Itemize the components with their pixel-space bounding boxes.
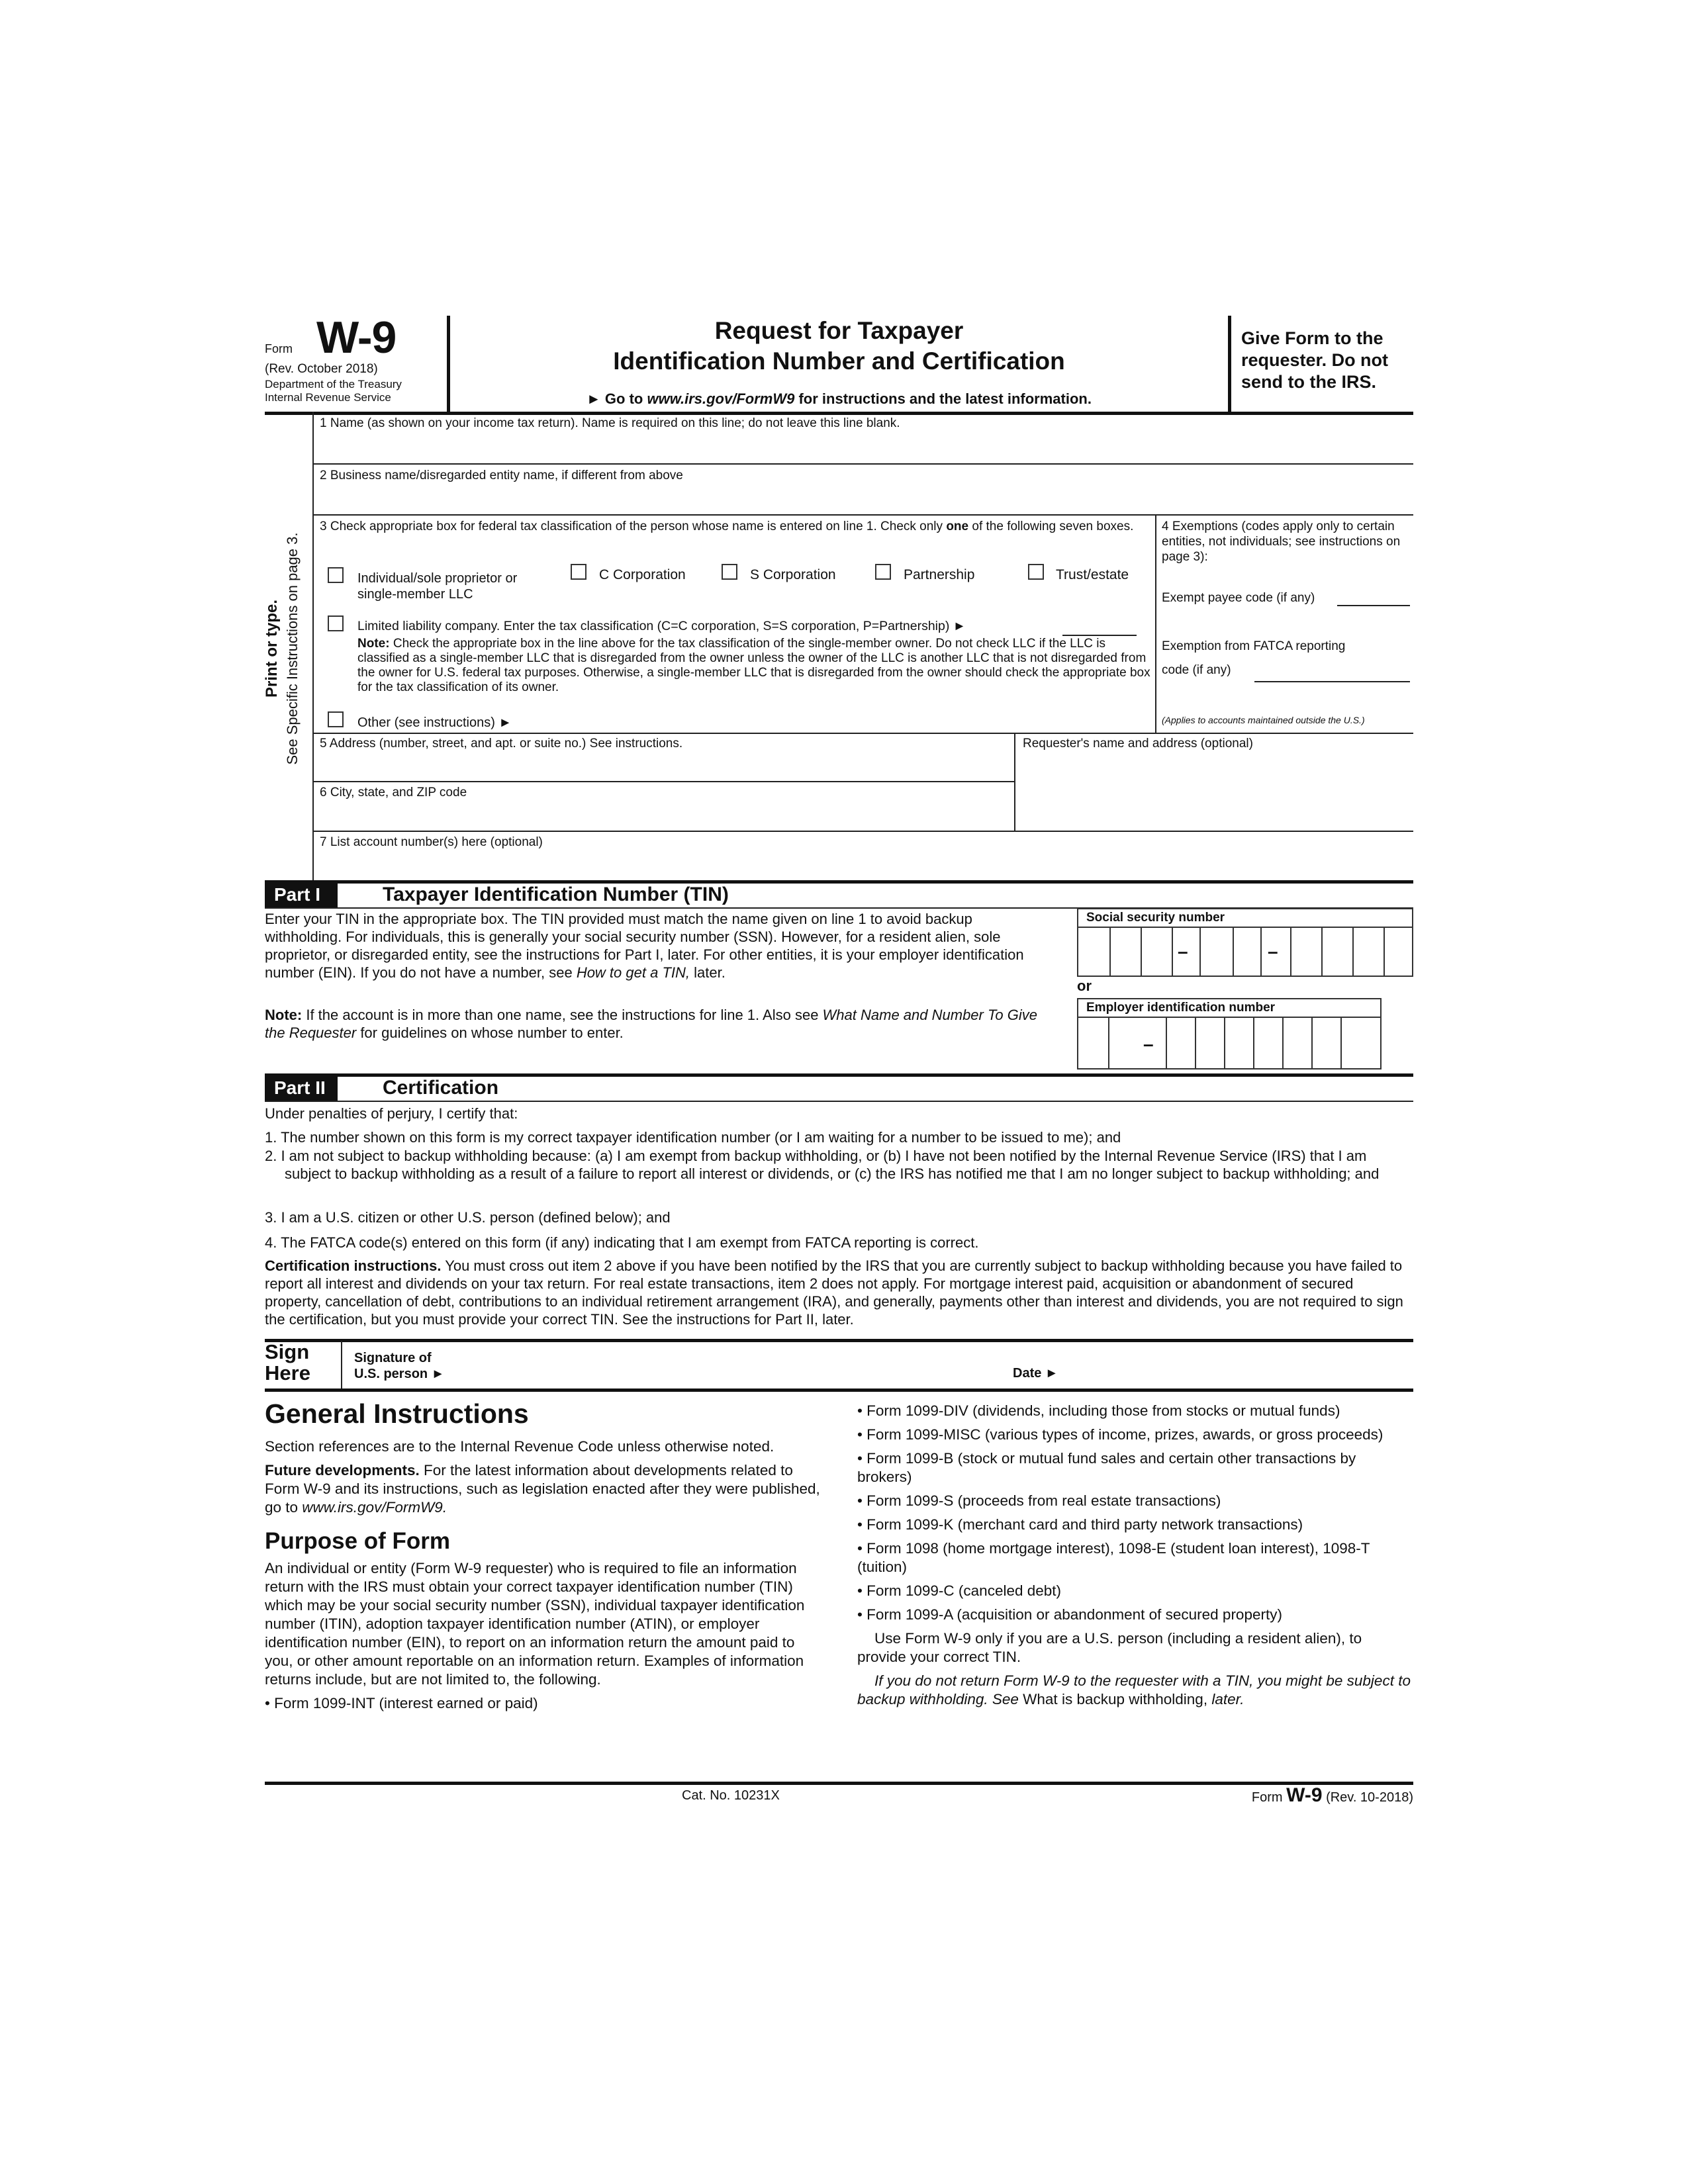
if-not-italic: If you do not return Form W-9 to the requester with a TIN, you might be subject to backup withholding. See <box>857 1672 1411 1707</box>
line4-label: 4 Exemptions (codes apply only to certain entities, not individuals; see instructions on page 3): <box>1162 520 1401 564</box>
ssn-digit-divider <box>1141 928 1142 976</box>
line5-address-input[interactable] <box>314 754 1013 780</box>
fatca-input[interactable] <box>1254 665 1410 682</box>
goto-prefix: ► Go to <box>586 390 647 407</box>
line3-bottom-rule <box>312 733 1413 734</box>
general-instructions-column-right <box>857 1402 1413 1709</box>
ssn-dash-1: – <box>1178 941 1188 962</box>
part1-note <box>265 1006 1053 1042</box>
if-not-end: later. <box>1207 1691 1244 1707</box>
future-developments <box>265 1461 821 1517</box>
goto-suffix: for instructions and the latest information. <box>794 390 1092 407</box>
here-word: Here <box>265 1361 310 1385</box>
ssn-digit-divider <box>1290 928 1291 976</box>
sign-bottom-rule <box>265 1388 1413 1392</box>
title-line2: Identification Number and Certification <box>613 347 1065 375</box>
form-name: W-9 <box>316 312 397 363</box>
line5-rule <box>312 781 1014 782</box>
part1-p1-end: later. <box>690 964 726 981</box>
footer-form-prefix: Form <box>1251 1790 1287 1805</box>
checkbox-llc-label: Limited liability company. Enter the tax classification (C=C corporation, S=S corporation, P=Partnership) ► <box>357 619 966 633</box>
department: Department of the Treasury <box>265 378 402 390</box>
title-line1: Request for Taxpayer <box>714 317 964 344</box>
exempt-payee-label: Exempt payee code (if any) <box>1162 591 1315 605</box>
checkbox-trust-estate[interactable] <box>1028 564 1044 580</box>
bullet-1099-int: • Form 1099-INT (interest earned or paid) <box>265 1695 538 1711</box>
purpose-text: An individual or entity (Form W-9 requester) who is required to file an information return with the IRS must obtain your correct taxpayer identification number (TIN) which may be your social security number (SSN), individual taxpayer identification number (ITIN), adoption taxpayer identification number (ATIN), or employer identification number (EIN), to report on an information return the amount paid to you, or other amount reportable on an information return. Examples of information returns include, but are not limited to, the following. <box>265 1560 805 1688</box>
if-not-plain: What is backup withholding, <box>1018 1691 1208 1707</box>
footer-rev: (Rev. 10-2018) <box>1322 1790 1413 1805</box>
footer-form-name: W-9 <box>1286 1784 1323 1806</box>
line6-label: 6 City, state, and ZIP code <box>320 786 467 799</box>
cert-instructions-label: Certification instructions. <box>265 1257 442 1274</box>
header-bottom-rule <box>265 412 1413 415</box>
line3-text-a: 3 Check appropriate box for federal tax classification of the person whose name is entered on line 1. Check only <box>320 520 947 533</box>
sign-divider <box>341 1341 342 1388</box>
ssn-input[interactable] <box>1077 927 1413 977</box>
bullet-1099-c: • Form 1099-C (canceled debt) <box>857 1582 1062 1599</box>
exempt-payee-input[interactable] <box>1337 589 1410 606</box>
line6-city-input[interactable] <box>314 803 1013 828</box>
ein-digit-divider <box>1253 1018 1254 1068</box>
bullet-1099-k: • Form 1099-K (merchant card and third party network transactions) <box>857 1516 1303 1533</box>
ein-digit-divider <box>1282 1018 1284 1068</box>
print-or-type: Print or type. <box>263 599 281 698</box>
part1-note-label: Note: <box>265 1007 303 1023</box>
date-label: Date ► <box>1013 1366 1058 1381</box>
checkbox-individual[interactable] <box>328 567 344 583</box>
line2-label: 2 Business name/disregarded entity name, if different from above <box>320 469 683 482</box>
ein-digit-divider <box>1224 1018 1225 1068</box>
bullet-1099-s: • Form 1099-S (proceeds from real estate transactions) <box>857 1492 1221 1509</box>
irs-name: Internal Revenue Service <box>265 391 391 404</box>
see-specific: See Specific Instructions on page 3. <box>284 532 301 765</box>
general-instructions-heading: General Instructions <box>265 1398 529 1429</box>
line7-account-input[interactable] <box>314 852 1413 879</box>
part2-title: Certification <box>383 1077 499 1099</box>
part1-note-a: If the account is in more than one name, see the instructions for line 1. Also see <box>302 1007 823 1023</box>
ssn-digit-divider <box>1321 928 1323 976</box>
cert-instructions <box>265 1257 1413 1328</box>
ssn-digit-divider <box>1199 928 1201 976</box>
line2-business-input[interactable] <box>314 486 1413 513</box>
ssn-digit-divider <box>1233 928 1234 976</box>
requester-label: Requester's name and address (optional) <box>1023 737 1253 751</box>
ein-dash: – <box>1143 1034 1154 1054</box>
form-prefix: Form <box>265 342 293 355</box>
checkbox-partnership[interactable] <box>875 564 891 580</box>
other-classification-input[interactable] <box>530 713 1145 731</box>
if-not-returned <box>857 1672 1413 1709</box>
fatca-label-1: Exemption from FATCA reporting <box>1162 639 1346 653</box>
future-text: For the latest information about developments related to Form W-9 and its instructions, such as legislation enacted after they were published, go to <box>265 1462 820 1516</box>
side-instructions <box>261 510 314 788</box>
part2-intro: Under penalties of perjury, I certify that: <box>265 1105 518 1122</box>
checkbox-other-label: Other (see instructions) ► <box>357 715 512 730</box>
ein-digit-divider <box>1108 1018 1109 1068</box>
checkbox-individual-label: Individual/sole proprietor or single-member LLC <box>357 571 518 602</box>
ein-label: Employer identification number <box>1086 1001 1276 1015</box>
form-title <box>450 316 1228 408</box>
cert-item-3: 3. I am a U.S. citizen or other U.S. person (defined below); and <box>265 1209 671 1226</box>
general-instructions-column-left <box>265 1398 821 1713</box>
checkbox-partnership-label: Partnership <box>904 567 975 582</box>
ssn-dash-2: – <box>1268 941 1278 962</box>
bullet-1099-b: • Form 1099-B (stock or mutual fund sales and certain other transactions by brokers) <box>857 1450 1356 1485</box>
part1-title: Taxpayer Identification Number (TIN) <box>383 884 729 905</box>
part2-badge: Part II <box>265 1075 338 1101</box>
line3-one: one <box>946 520 969 533</box>
footer-form-id <box>1231 1784 1413 1807</box>
ssn-digit-divider <box>1383 928 1385 976</box>
part1-p1-italic: How to get a TIN, <box>576 964 690 981</box>
llc-note-label: Note: <box>357 637 390 651</box>
checkbox-trust-estate-label: Trust/estate <box>1056 567 1129 582</box>
goto-line <box>450 390 1228 408</box>
ssn-digit-divider <box>1260 928 1262 976</box>
ein-digit-divider <box>1340 1018 1342 1068</box>
part2-rule <box>265 1101 1413 1102</box>
bullet-1099-misc: • Form 1099-MISC (various types of income, prizes, awards, or gross proceeds) <box>857 1426 1383 1443</box>
checkbox-c-corporation[interactable] <box>571 564 586 580</box>
ssn-label: Social security number <box>1086 911 1225 925</box>
future-url[interactable]: www.irs.gov/FormW9. <box>302 1499 447 1516</box>
line1-name-input[interactable] <box>314 433 1413 463</box>
line4-divider <box>1155 514 1156 733</box>
give-form-note: Give Form to the requester. Do not send to the IRS. <box>1241 328 1389 392</box>
purpose-heading: Purpose of Form <box>265 1528 451 1554</box>
sign-here-label <box>265 1342 310 1384</box>
part1-p1: Enter your TIN in the appropriate box. The TIN provided must match the name given on line 1 to avoid backup withholding. For individuals, this is generally your social security number (SSN). However, for a resident alien, sole proprietor, or disregarded entity, see the instructions for Part I, later. For other entities, it is your employer identification number (EIN). If you do not have a number, see <box>265 911 1024 981</box>
section-references: Section references are to the Internal Revenue Code unless otherwise noted. <box>265 1438 774 1455</box>
requester-input[interactable] <box>1017 754 1413 827</box>
line3-text-b: of the following seven boxes. <box>968 520 1134 533</box>
line6-rule <box>312 831 1413 832</box>
line1-rule <box>312 463 1413 465</box>
ein-digit-divider <box>1166 1018 1167 1068</box>
ssn-digit-divider <box>1172 928 1173 976</box>
cert-item-2: 2. I am not subject to backup withholding because: (a) I am exempt from backup withholding, or (b) I have not been notified by the Internal Revenue Service (IRS) that I am subject to backup withholding as a result of a failure to report all interest or dividends, or (c) the IRS has notified me that I am no longer subject to backup withholding; and <box>265 1148 1380 1182</box>
sign-word: Sign <box>265 1340 310 1363</box>
use-form-text: Use Form W-9 only if you are a U.S. person (including a resident alien), to provide your correct TIN. <box>857 1630 1362 1665</box>
requester-divider <box>1014 733 1015 831</box>
ein-digit-divider <box>1311 1018 1313 1068</box>
signature-label <box>354 1350 444 1382</box>
checkbox-s-corporation-label: S Corporation <box>750 567 836 582</box>
ssn-label-box <box>1077 908 1413 928</box>
date-input[interactable] <box>1066 1343 1413 1387</box>
line5-label: 5 Address (number, street, and apt. or suite no.) See instructions. <box>320 737 683 751</box>
ssn-digit-divider <box>1352 928 1354 976</box>
fatca-label-2: code (if any) <box>1162 663 1231 677</box>
or-label: or <box>1077 978 1092 994</box>
sign-top-rule <box>265 1339 1413 1342</box>
cert-item-4: 4. The FATCA code(s) entered on this form (if any) indicating that I am exempt from FATCA reporting is correct. <box>265 1234 979 1251</box>
header-divider-right <box>1228 316 1231 412</box>
part1-paragraph <box>265 910 1053 981</box>
part1-note-italic: What Name and Number To Give the Requester <box>265 1007 1037 1041</box>
part1-badge: Part I <box>265 882 338 907</box>
form-revision: (Rev. October 2018) <box>265 362 378 376</box>
line7-label: 7 List account number(s) here (optional) <box>320 835 543 849</box>
llc-note-text: Check the appropriate box in the line above for the tax classification of the single-member owner. Do not check LLC if the LLC is classified as a single-member LLC that is disregarded from the owner unless the owner of the LLC is another LLC that is not disregarded from the owner for U.S. federal tax purposes. Otherwise, a single-member LLC that is disregarded from the owner should check the appropriate box for the tax classification of its owner. <box>357 637 1150 694</box>
goto-url[interactable]: www.irs.gov/FormW9 <box>647 390 795 407</box>
llc-note <box>357 637 1152 695</box>
part1-note-b: for guidelines on whose number to enter. <box>356 1024 624 1041</box>
future-label: Future developments. <box>265 1462 420 1479</box>
bullet-1098: • Form 1098 (home mortgage interest), 1098-E (student loan interest), 1098-T (tuition) <box>857 1540 1370 1575</box>
side-label-rule <box>312 412 314 882</box>
llc-classification-input[interactable] <box>1062 619 1137 636</box>
ein-digit-divider <box>1195 1018 1196 1068</box>
line3-label <box>320 519 1147 535</box>
signature-input[interactable] <box>457 1343 1006 1387</box>
catalog-number: Cat. No. 10231X <box>682 1788 780 1803</box>
bullet-1099-a: • Form 1099-A (acquisition or abandonment of secured property) <box>857 1606 1282 1623</box>
ssn-digit-divider <box>1109 928 1111 976</box>
checkbox-c-corporation-label: C Corporation <box>599 567 686 582</box>
line1-label: 1 Name (as shown on your income tax return). Name is required on this line; do not leave this line blank. <box>320 416 900 430</box>
bullet-1099-div: • Form 1099-DIV (dividends, including those from stocks or mutual funds) <box>857 1402 1340 1419</box>
us-person: U.S. person ► <box>354 1367 445 1381</box>
ein-input[interactable] <box>1077 1017 1382 1069</box>
ein-label-box <box>1077 998 1382 1018</box>
checkbox-s-corporation[interactable] <box>722 564 737 580</box>
signature-of: Signature of <box>354 1351 432 1365</box>
line2-rule <box>312 514 1413 516</box>
applies-note: (Applies to accounts maintained outside the U.S.) <box>1162 715 1365 725</box>
checkbox-llc[interactable] <box>328 615 344 631</box>
cert-item-1: 1. The number shown on this form is my correct taxpayer identification number (or I am waiting for a number to be issued to me); and <box>265 1129 1121 1146</box>
checkbox-other[interactable] <box>328 711 344 727</box>
cert-instructions-text: You must cross out item 2 above if you have been notified by the IRS that you are currently subject to backup withholding because you have failed to report all interest and dividends on your tax return. For real estate transactions, item 2 does not apply. For mortgage interest paid, acquisition or abandonment of secured property, cancellation of debt, contributions to an individual retirement arrangement (IRA), and generally, payments other than interest and dividends, you are not required to sign the certification, but you must provide your correct TIN. See the instructions for Part II, later. <box>265 1257 1403 1328</box>
